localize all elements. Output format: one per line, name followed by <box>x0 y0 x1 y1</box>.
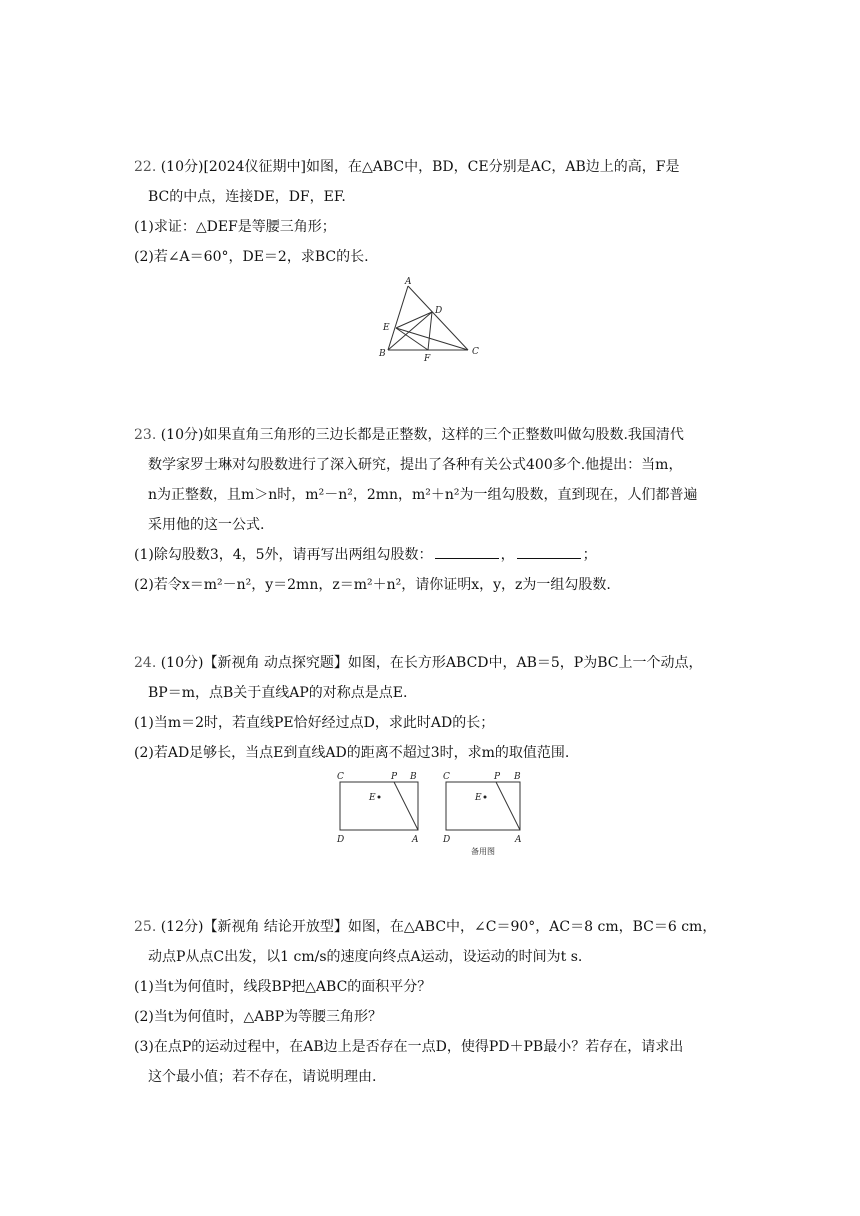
problem-part-2: (2)若∠A＝60°，DE＝2，求BC的长. <box>134 249 369 265</box>
problem-text: 数学家罗士琳对勾股数进行了深入研究，提出了各种有关公式400多个.他提出：当m， <box>148 457 683 473</box>
blank-end: ； <box>582 547 597 563</box>
problem-24 <box>134 648 734 768</box>
label-f: F <box>424 354 431 364</box>
part-1-text: (1)除勾股数3，4，5外，请再写出两组勾股数： <box>134 547 433 563</box>
problem-23-line-1 <box>134 420 734 450</box>
problem-text: (10分)【新视角 动点探究题】如图，在长方形ABCD中，AB＝5，P为BC上一个动点， <box>160 655 703 671</box>
label-a: A <box>412 835 419 845</box>
problem-part-1: (1)当t为何值时，线段BP把△ABC的面积平分？ <box>134 979 432 995</box>
label-e: E <box>475 793 482 803</box>
label-e: E <box>383 323 390 333</box>
problem-number: 25. <box>134 919 157 935</box>
problem-24-line-1 <box>134 648 734 678</box>
label-b: B <box>410 772 417 782</box>
problem-text: (10分)如果直角三角形的三边长都是正整数，这样的三个正整数叫做勾股数.我国清代 <box>160 427 684 443</box>
problem-text: BC的中点，连接DE，DF，EF. <box>148 189 346 205</box>
label-b: B <box>379 349 386 359</box>
problem-text: 采用他的这一公式. <box>148 517 265 533</box>
problem-number: 24. <box>134 655 157 671</box>
label-b: B <box>514 772 521 782</box>
problem-text: n为正整数，且m＞n时，m²－n²，2mn，m²＋n²为一组勾股数，直到现在，人们都普遍 <box>148 487 698 503</box>
label-d: D <box>443 835 451 845</box>
problem-text: (12分)【新视角 结论开放型】如图，在△ABC中，∠C＝90°，AC＝8 cm，BC＝6 cm， <box>160 919 717 935</box>
problem-text: (10分)[2024仪征期中]如图，在△ABC中，BD，CE分别是AC，AB边上的高，F是 <box>160 159 680 175</box>
problem-part-2: (2)若令x＝m²－n²，y＝2mn，z＝m²＋n²，请你证明x，y，z为一组勾股数. <box>134 577 611 593</box>
blank-separator: ， <box>500 547 515 563</box>
problem-22-line-1 <box>134 152 734 182</box>
label-p: P <box>494 772 501 782</box>
rectangle-backup-figure <box>438 768 538 858</box>
problem-25 <box>134 912 734 1092</box>
label-a: A <box>515 835 522 845</box>
problem-part-1 <box>134 540 734 570</box>
label-d: D <box>435 306 443 316</box>
triangle-figure <box>372 274 492 364</box>
problem-text: BP＝m，点B关于直线AP的对称点是点E. <box>148 685 408 701</box>
label-d: D <box>337 835 345 845</box>
label-c: C <box>337 772 344 782</box>
problem-23 <box>134 420 734 600</box>
problem-part-3: (3)在点P的运动过程中，在AB边上是否存在一点D，使得PD＋PB最小？若存在，请求出 <box>134 1039 684 1055</box>
answer-blank-2[interactable] <box>517 544 581 559</box>
answer-blank-1[interactable] <box>435 544 499 559</box>
problem-number: 22. <box>134 159 157 175</box>
label-c: C <box>443 772 450 782</box>
problem-part-2: (2)当t为何值时，△ABP为等腰三角形？ <box>134 1009 383 1025</box>
problem-number: 23. <box>134 427 157 443</box>
problem-25-line-1 <box>134 912 734 942</box>
figure-caption: 备用图 <box>471 847 495 856</box>
problem-text: 动点P从点C出发，以1 cm/s的速度向终点A运动，设运动的时间为t s. <box>148 949 583 965</box>
label-e: E <box>369 793 376 803</box>
problem-part-1: (1)当m＝2时，若直线PE恰好经过点D，求此时AD的长； <box>134 715 495 731</box>
problem-part-2: (2)若AD足够长，当点E到直线AD的距离不超过3时，求m的取值范围. <box>134 745 570 761</box>
problem-text: 这个最小值；若不存在，请说明理由. <box>148 1069 377 1085</box>
label-c: C <box>472 347 479 357</box>
label-a: A <box>405 277 412 287</box>
label-p: P <box>391 772 398 782</box>
problem-22 <box>134 152 734 272</box>
problem-part-1: (1)求证：△DEF是等腰三角形； <box>134 219 336 235</box>
rectangle-figure <box>332 768 432 848</box>
